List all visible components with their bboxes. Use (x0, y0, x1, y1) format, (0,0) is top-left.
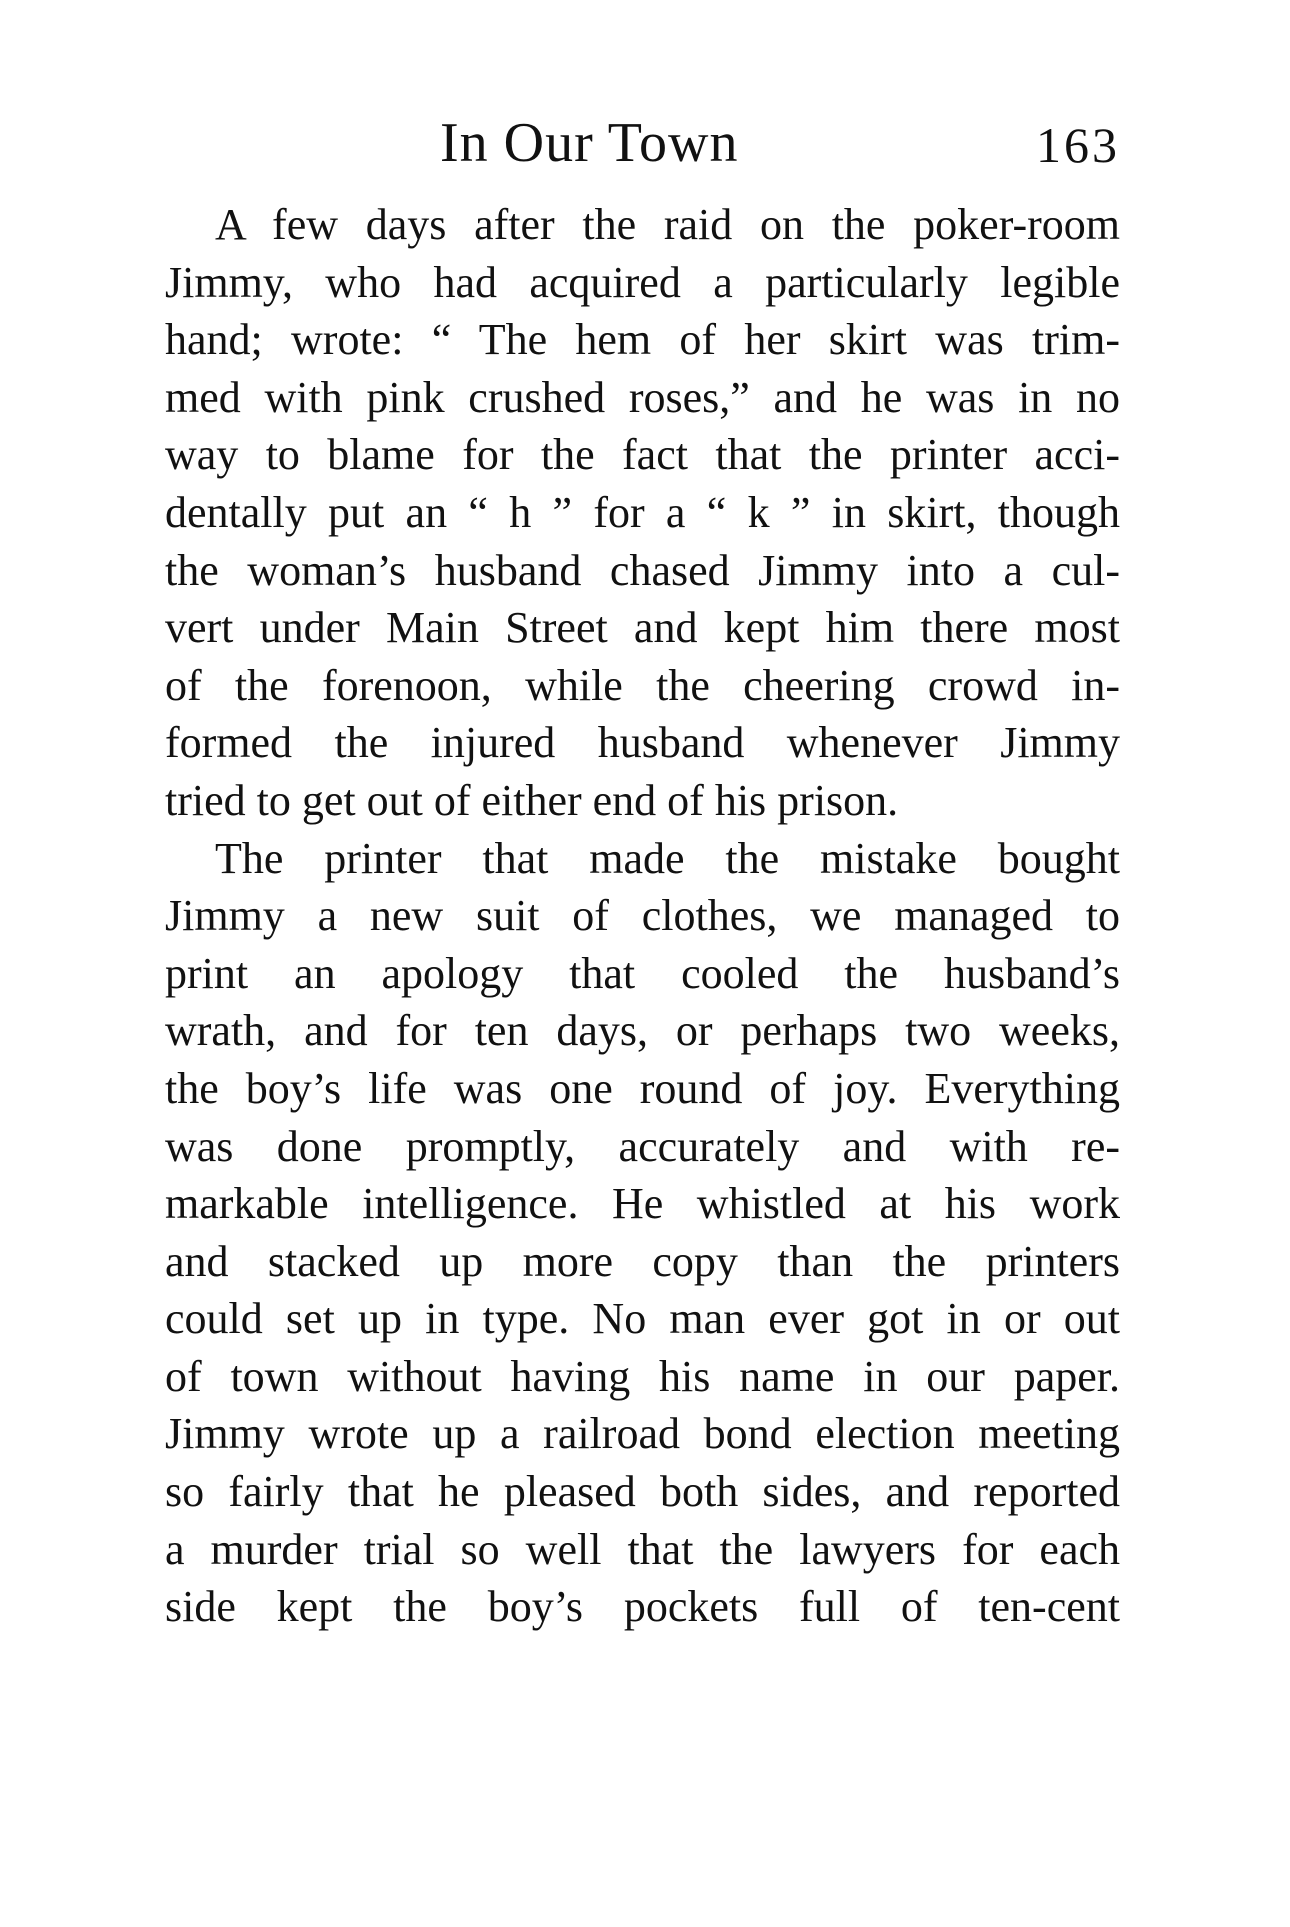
text-line: side kept the boy’s pockets full of ten-cent (165, 1582, 1120, 1632)
text-line: dentally put an “ h ” for a “ k ” in skirt, though (165, 487, 1120, 537)
text-line: was done promptly, accurately and with re- (165, 1121, 1120, 1171)
text-line: way to blame for the fact that the printer acci- (165, 430, 1120, 480)
text-line: tried to get out of either end of his prison. (165, 775, 899, 825)
running-head (165, 108, 1120, 178)
text-line: A few days after the raid on the poker-room (215, 200, 1120, 249)
text-line: of the forenoon, while the cheering crowd in- (165, 660, 1120, 710)
text-line: formed the injured husband whenever Jimmy (165, 718, 1120, 768)
text-line: wrath, and for ten days, or perhaps two weeks, (165, 1006, 1120, 1056)
text-line: a murder trial so well that the lawyers for each (165, 1524, 1120, 1574)
text-line: could set up in type. No man ever got in or out (165, 1294, 1120, 1344)
text-line: the woman’s husband chased Jimmy into a cul- (165, 545, 1120, 595)
text-line: of town without having his name in our paper. (165, 1351, 1120, 1401)
text-line: print an apology that cooled the husband’s (165, 948, 1120, 998)
text-line: hand; wrote: “ The hem of her skirt was trim- (165, 315, 1120, 365)
page-number: 163 (1036, 117, 1120, 173)
text-line: Jimmy, who had acquired a particularly legible (165, 257, 1120, 307)
text-line: and stacked up more copy than the printers (165, 1236, 1120, 1286)
running-title: In Our Town (440, 112, 739, 174)
text-line: Jimmy wrote up a railroad bond election meeting (165, 1409, 1120, 1459)
text-line: The printer that made the mistake bought (215, 833, 1120, 883)
text-line: the boy’s life was one round of joy. Everything (165, 1063, 1120, 1113)
text-line: med with pink crushed roses,” and he was in no (165, 372, 1120, 422)
text-line: Jimmy a new suit of clothes, we managed to (165, 891, 1120, 941)
body-text (165, 196, 1120, 1636)
text-line: markable intelligence. He whistled at his work (165, 1179, 1120, 1229)
text-line: so fairly that he pleased both sides, and reported (165, 1467, 1120, 1517)
text-line: vert under Main Street and kept him there most (165, 603, 1120, 653)
